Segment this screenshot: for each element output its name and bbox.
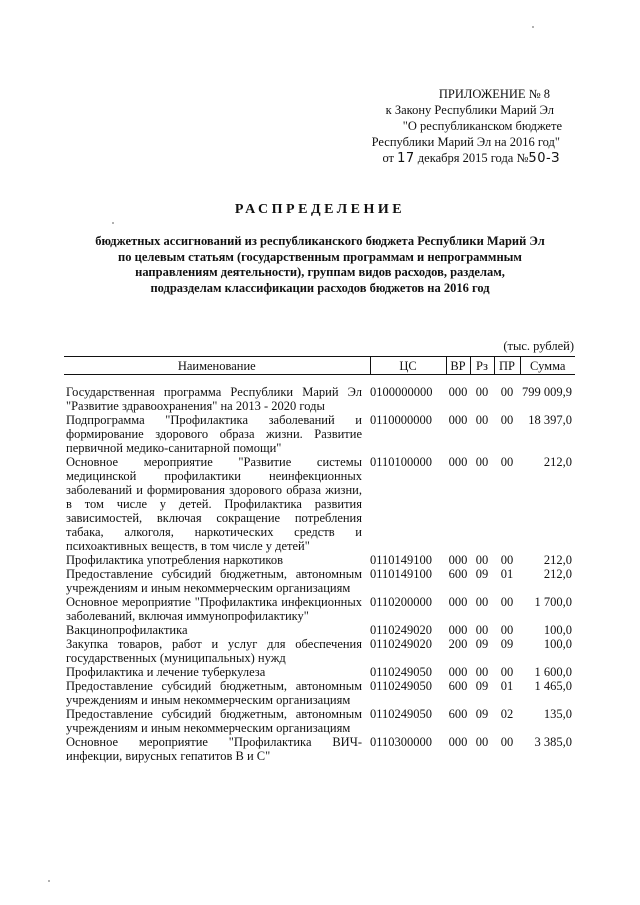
cell-sum: 100,0: [543, 623, 572, 637]
cell-name: Предоставление субсидий бюджетным, автономным учреждениям и иным некоммерческим организациям: [66, 567, 362, 595]
cell-cs: 0100000000: [370, 385, 433, 399]
cell-pr: 02: [500, 707, 514, 721]
cell-vr: 000: [448, 413, 468, 427]
document-subtitle: [60, 234, 580, 296]
table-row: [64, 375, 575, 414]
cell-sum: 212,0: [543, 567, 572, 581]
cell-pr: 01: [500, 679, 514, 693]
appendix-title: ПРИЛОЖЕНИЕ № 8: [438, 87, 550, 101]
appendix-budget-line-1: "О республиканском бюджете: [402, 119, 562, 133]
cell-vr: 600: [448, 679, 468, 693]
scan-speck: [532, 26, 534, 28]
cell-vr: 000: [448, 623, 468, 637]
cell-sum: 3 385,0: [534, 735, 572, 749]
cell-name: Основное мероприятие "Профилактика ВИЧ-инфекции, вирусных гепатитов В и С": [66, 735, 362, 763]
cell-rz: 00: [475, 623, 489, 637]
header-pr: ПР: [494, 357, 520, 375]
cell-rz: 00: [475, 595, 489, 609]
table-row: [64, 413, 575, 455]
cell-name: Подпрограмма "Профилактика заболеваний и формирование здорового образа жизни. Развитие первичной медико-санитарной помощи": [66, 413, 362, 455]
cell-cs: 0110249020: [370, 623, 433, 637]
cell-vr: 000: [448, 455, 468, 469]
cell-pr: 00: [500, 623, 514, 637]
cell-rz: 00: [475, 665, 489, 679]
table-row: [64, 595, 575, 623]
subtitle-line: подразделам классификации расходов бюджетов на 2016 год: [150, 280, 490, 295]
units-label: (тыс. рублей): [503, 339, 574, 353]
cell-cs: 0110000000: [370, 413, 433, 427]
scan-speck: [48, 880, 50, 882]
cell-sum: 1 700,0: [534, 595, 572, 609]
cell-sum: 100,0: [543, 637, 572, 651]
document-title: РАСПРЕДЕЛЕНИЕ: [234, 202, 406, 217]
cell-rz: 09: [475, 567, 489, 581]
cell-vr: 000: [448, 665, 468, 679]
cell-cs: 0110300000: [370, 735, 433, 749]
table-row: [64, 735, 575, 763]
header-name: Наименование: [64, 357, 370, 375]
cell-name: Профилактика употребления наркотиков: [66, 553, 283, 567]
cell-name: Профилактика и лечение туберкулеза: [66, 665, 266, 679]
cell-rz: 09: [475, 637, 489, 651]
cell-name: Государственная программа Республики Марий Эл "Развитие здравоохранения" на 2013 - 2020 годы: [66, 385, 362, 413]
cell-pr: 00: [500, 413, 514, 427]
cell-name: Основное мероприятие "Развитие системы медицинской профилактики неинфекционных заболеваний и формирования здорового образа жизни, в том числе у детей. Профилактика развития зависимостей, включая сокращение потребления табака, алкоголя, наркотических средств и психоактивных веществ, в том числе у детей": [66, 455, 362, 553]
table-row: [64, 637, 575, 665]
appendix-budget-line-2: Республики Марий Эл на 2016 год": [371, 135, 560, 149]
cell-cs: 0110149100: [370, 553, 433, 567]
table-row: [64, 455, 575, 553]
header-rz: Рз: [470, 357, 494, 375]
cell-name: Основное мероприятие "Профилактика инфекционных заболеваний, включая иммунопрофилактику": [66, 595, 362, 623]
scan-speck: [112, 222, 114, 224]
cell-rz: 00: [475, 553, 489, 567]
cell-vr: 200: [448, 637, 468, 651]
table-row: [64, 553, 575, 567]
cell-pr: 00: [500, 735, 514, 749]
subtitle-line: направлениям деятельности), группам видов расходов, разделам,: [135, 265, 505, 279]
table-row: [64, 707, 575, 735]
cell-pr: 00: [500, 385, 514, 399]
header-sum: Сумма: [520, 357, 575, 375]
table-row: [64, 623, 575, 637]
cell-pr: 00: [500, 553, 514, 567]
header-vr: ВР: [446, 357, 470, 375]
law-number-handwritten: 50-З: [528, 151, 560, 166]
cell-sum: 1 465,0: [534, 679, 572, 693]
cell-vr: 600: [448, 707, 468, 721]
cell-pr: 00: [500, 665, 514, 679]
cell-cs: 0110149100: [370, 567, 433, 581]
budget-table: [64, 356, 575, 763]
cell-sum: 212,0: [543, 553, 572, 567]
subtitle-line: бюджетных ассигнований из республиканского бюджета Республики Марий Эл: [95, 234, 545, 248]
cell-sum: 135,0: [543, 707, 572, 721]
appendix-header: [340, 86, 562, 167]
cell-rz: 00: [475, 455, 489, 469]
cell-cs: 0110100000: [370, 455, 433, 469]
cell-vr: 000: [448, 595, 468, 609]
cell-vr: 000: [448, 735, 468, 749]
cell-name: Предоставление субсидий бюджетным, автономным учреждениям и иным некоммерческим организациям: [66, 679, 362, 707]
header-cs: ЦС: [370, 357, 446, 375]
appendix-law-line: к Закону Республики Марий Эл: [385, 103, 554, 117]
table-row: [64, 679, 575, 707]
cell-rz: 09: [475, 707, 489, 721]
cell-sum: 1 600,0: [534, 665, 572, 679]
cell-cs: 0110249050: [370, 679, 433, 693]
cell-cs: 0110200000: [370, 595, 433, 609]
cell-pr: 01: [500, 567, 514, 581]
cell-name: Вакцинопрофилактика: [66, 623, 188, 637]
appendix-date-line: [340, 150, 562, 167]
cell-sum: 18 397,0: [528, 413, 572, 427]
cell-pr: 09: [500, 637, 514, 651]
cell-rz: 09: [475, 679, 489, 693]
cell-name: Предоставление субсидий бюджетным, автономным учреждениям и иным некоммерческим организациям: [66, 707, 362, 735]
cell-rz: 00: [475, 735, 489, 749]
date-day-handwritten: 17: [397, 151, 415, 166]
cell-vr: 000: [448, 553, 468, 567]
table-row: [64, 567, 575, 595]
cell-sum: 799 009,9: [522, 385, 572, 399]
cell-rz: 00: [475, 413, 489, 427]
cell-cs: 0110249050: [370, 665, 433, 679]
cell-name: Закупка товаров, работ и услуг для обеспечения государственных (муниципальных) нужд: [66, 637, 362, 665]
cell-vr: 600: [448, 567, 468, 581]
table-row: [64, 665, 575, 679]
cell-pr: 00: [500, 455, 514, 469]
cell-rz: 00: [475, 385, 489, 399]
cell-cs: 0110249050: [370, 707, 433, 721]
subtitle-line: по целевым статьям (государственным программам и непрограммным: [118, 249, 522, 264]
cell-sum: 212,0: [543, 455, 572, 469]
date-prefix: от: [382, 151, 394, 165]
cell-pr: 00: [500, 595, 514, 609]
cell-cs: 0110249020: [370, 637, 433, 651]
cell-vr: 000: [448, 385, 468, 399]
table-header-row: [64, 357, 575, 375]
date-rest: декабря 2015 года №: [417, 151, 529, 165]
